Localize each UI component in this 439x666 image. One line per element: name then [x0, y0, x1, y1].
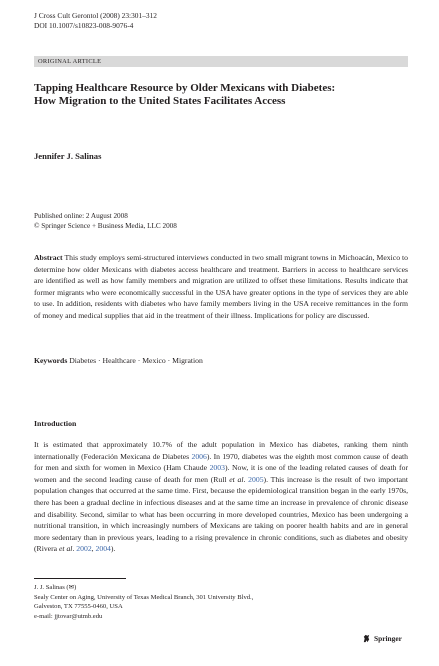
publisher-name: Springer — [374, 634, 402, 643]
journal-citation: J Cross Cult Gerontol (2008) 23:301–312 — [34, 11, 157, 20]
citation-link-2004[interactable]: 2004 — [95, 544, 111, 554]
citation-link-2002[interactable]: 2002 — [76, 544, 92, 554]
intro-text-3: ). Now, it is one of the leading related causes of death for women and the second leading cause of death for men (Rull — [34, 463, 409, 484]
journal-header — [34, 11, 157, 31]
intro-text-4b: . — [72, 544, 77, 554]
footnote-author: J. J. Salinas (✉) — [34, 584, 77, 591]
intro-text-6: ). — [110, 544, 116, 554]
intro-text-2: ). In 1970, diabetes was the eighth most common cause of death for men and sixth for women in Mexico (Ham Chaude — [34, 451, 408, 473]
doi: DOI 10.1007/s10823-008-9076-4 — [34, 21, 134, 30]
et-al-2: et al — [58, 544, 73, 554]
published-date: Published online: 2 August 2008 — [34, 212, 128, 220]
citation-link-2006[interactable]: 2006 — [191, 451, 207, 461]
intro-text-5: , — [91, 544, 96, 554]
abstract-text: This study employs semi-structured interviews conducted in two small migrant towns in Michoacán, Mexico to determine how older Mexicans with diabetes access healthcare and treatment. Barriers in access to healthcare services are identified as well as how family members and migration are utilized to offset these limitations. Results indicate that former migrants who were economically successful in the USA have greater options in the type of services they are able to use. In addition, residents with diabetes who have family members living in the USA receive remittances in the form of money and medical supplies that aid in the treatment of their illness. Implications for policy are discussed. — [34, 253, 409, 320]
author-footnote — [34, 583, 253, 621]
keywords-text: Diabetes · Healthcare · Mexico · Migration — [69, 356, 203, 365]
footnote-email[interactable]: e-mail: jjtovar@utmb.edu — [34, 612, 103, 620]
abstract-label: Abstract — [34, 253, 63, 262]
keywords — [34, 355, 408, 366]
publisher-logo — [362, 634, 402, 643]
copyright: © Springer Science + Business Media, LLC 2008 — [34, 222, 177, 230]
article-title: Tapping Healthcare Resource by Older Mexicans with Diabetes: How Migration to the United States Facilitates Access — [34, 82, 336, 108]
intro-text-4: ). This increase is the result of two important population changes that occurred at the same time. First, because the epidemiological transition began in the early 1970s, there has been a gradual decline in infectious diseases and at the same time an increase in prevalence of chronic disease and disability. Second, similar to what has been occurring in more developed countries, Mexico has been undergoing a nutritional transition, in which increasingly numbers of Mexicans are taking on poorer health habits and are in general more sedentary than in previous years, leading to a rising prevalence in chronic conditions, such as diabetes and obesity (Rivera — [34, 474, 408, 554]
et-al-1: et al — [229, 474, 244, 484]
footnote-rule — [34, 578, 126, 579]
citation-link-2003[interactable]: 2003 — [209, 463, 225, 473]
intro-text-3b: . — [243, 474, 249, 484]
article-type-banner: ORIGINAL ARTICLE — [34, 56, 408, 67]
introduction-paragraph — [34, 439, 408, 555]
citation-link-2005[interactable]: 2005 — [248, 474, 264, 484]
author-name: Jennifer J. Salinas — [34, 151, 102, 161]
keywords-label: Keywords — [34, 356, 68, 365]
footnote-address: Galveston, TX 77555-0460, USA — [34, 603, 123, 611]
footnote-affiliation: Sealy Center on Aging, University of Texas Medical Branch, 301 University Blvd., — [34, 593, 254, 601]
publication-info — [34, 211, 177, 231]
intro-text-1: It is estimated that approximately 10.7% of the adult population in Mexico has diabetes, ranking them ninth internationally (Federación Mexicana de Diabetes — [34, 440, 408, 461]
abstract — [34, 252, 408, 321]
springer-horse-icon — [362, 634, 371, 643]
introduction-heading: Introduction — [34, 419, 77, 428]
